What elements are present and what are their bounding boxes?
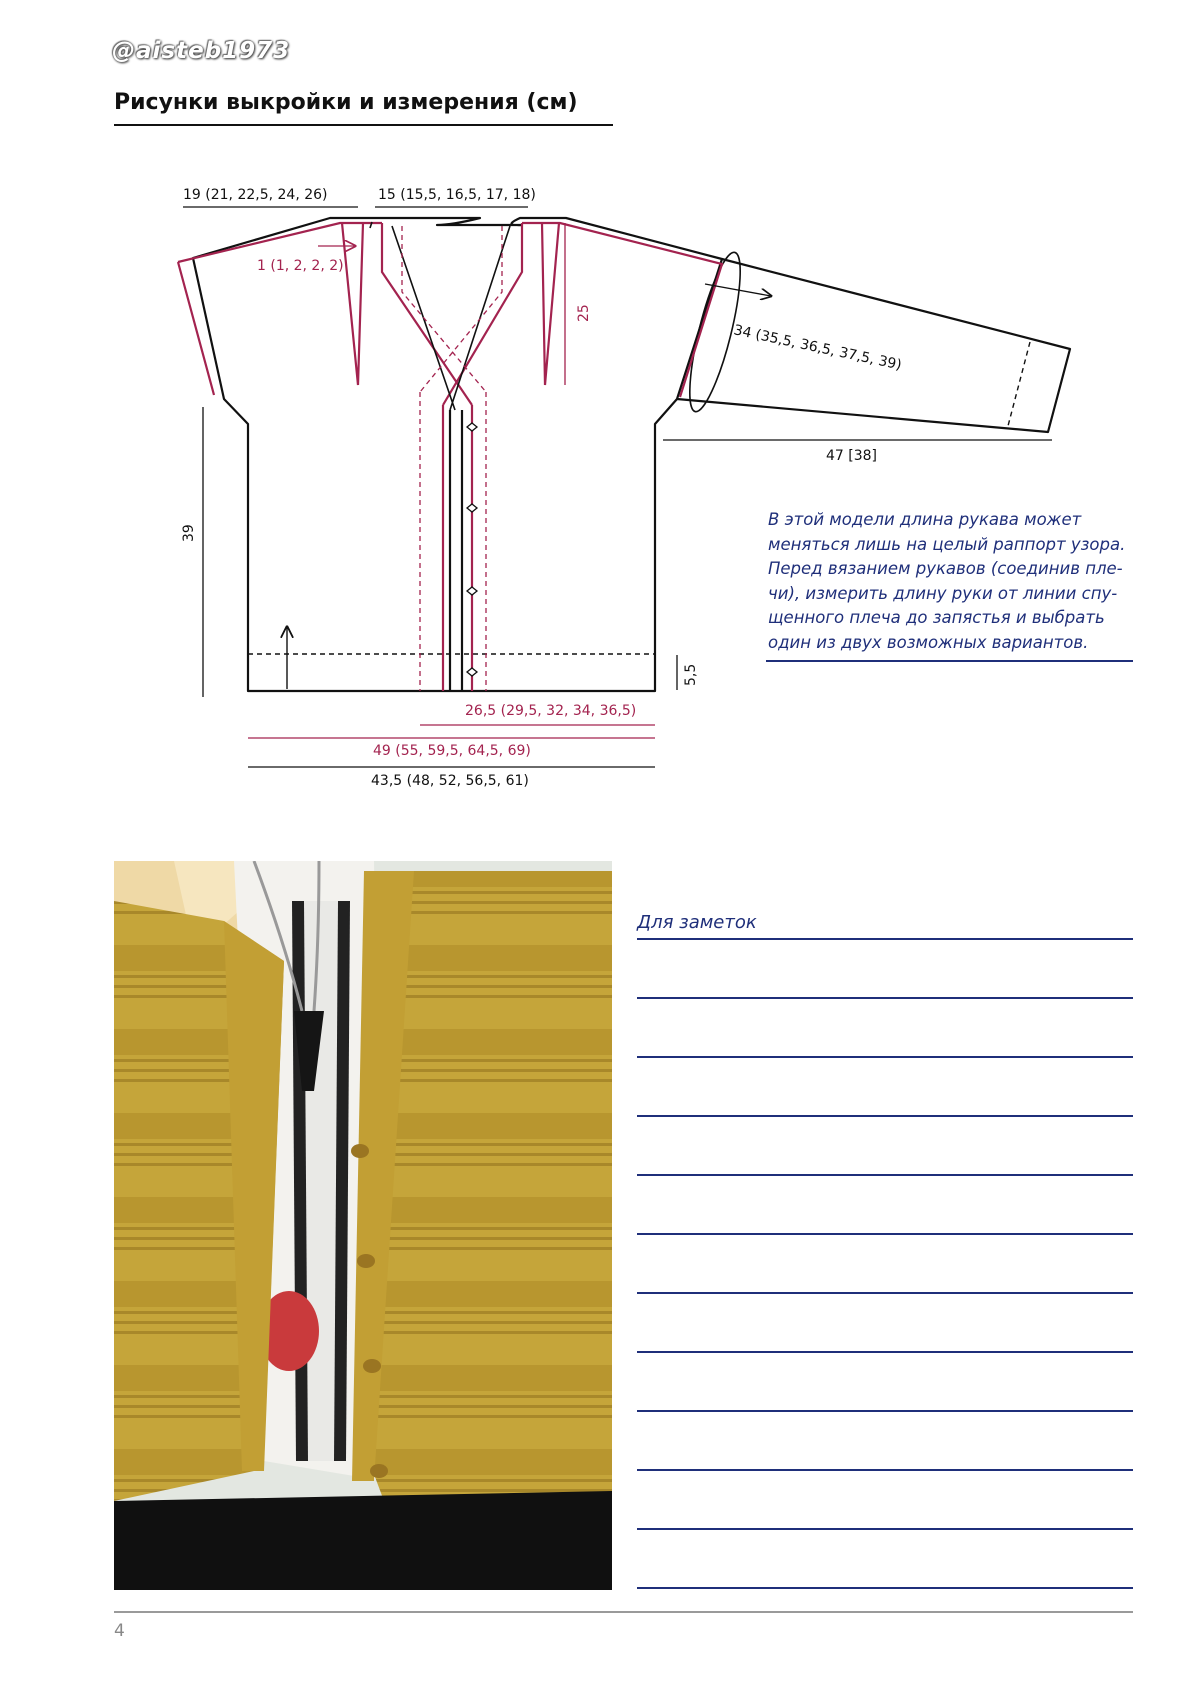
label-back-width-lower: 43,5 (48, 52, 56,5, 61): [371, 773, 529, 789]
note-line: меняться лишь на целый раппорт узора.: [768, 534, 1126, 554]
notes-line[interactable]: [637, 1115, 1133, 1117]
label-body-length: 39: [181, 524, 197, 542]
button-marker: [370, 1464, 388, 1478]
button-marker: [467, 423, 477, 431]
notes-line[interactable]: [637, 1528, 1133, 1530]
label-sleeve-length: 47 [38]: [826, 448, 878, 464]
sleeve-outline: [677, 259, 1070, 432]
dart-left: [342, 223, 363, 385]
notes-line[interactable]: [637, 1233, 1133, 1235]
notes-line[interactable]: [637, 1410, 1133, 1412]
label-front-width: 26,5 (29,5, 32, 34, 36,5): [465, 703, 637, 719]
notes-line[interactable]: [637, 997, 1133, 999]
footer-rule: [114, 1611, 1133, 1613]
label-armhole: 34 (35,5, 36,5, 37,5, 39): [732, 322, 903, 374]
notes-line[interactable]: [637, 1174, 1133, 1176]
note-line: чи), измерить длину руки от линии спу-: [768, 583, 1118, 603]
watermark: @aisteb1973: [112, 38, 291, 64]
notes-line[interactable]: [637, 1587, 1133, 1589]
note-line: один из двух возможных вариантов.: [768, 632, 1089, 652]
sleeve-cuff-dashed: [1008, 342, 1030, 426]
cardigan-photo: [114, 861, 612, 1590]
button-marker: [363, 1359, 381, 1373]
button-marker: [351, 1144, 369, 1158]
notes-line[interactable]: [637, 1292, 1133, 1294]
neck-black-v: [370, 222, 510, 410]
page-number: 4: [114, 1621, 125, 1641]
notes-line[interactable]: [637, 1056, 1133, 1058]
notes-title: Для заметок: [637, 912, 757, 933]
sleeve-length-note: [768, 508, 1148, 655]
dart-right: [542, 223, 559, 385]
label-back-width-upper: 49 (55, 59,5, 64,5, 69): [373, 743, 531, 759]
notes-line[interactable]: [637, 938, 1133, 940]
button-marker: [467, 587, 477, 595]
note-line: щенного плеча до запястья и выбрать: [768, 608, 1105, 627]
label-neck-depth: 25: [576, 304, 592, 322]
button-marker: [467, 504, 477, 512]
button-marker: [357, 1254, 375, 1268]
notes-line[interactable]: [637, 1351, 1133, 1353]
pattern-schematic: [0, 0, 1200, 800]
note-underline: [766, 660, 1133, 662]
body-outline: [193, 218, 722, 691]
note-line: Перед вязанием рукавов (соединив пле-: [768, 559, 1123, 578]
notes-line[interactable]: [637, 1469, 1133, 1471]
label-neck-width: 15 (15,5, 16,5, 17, 18): [378, 187, 536, 203]
label-shoulder-slope: 1 (1, 2, 2, 2): [257, 258, 344, 274]
page-title: Рисунки выкройки и измерения (см): [114, 90, 578, 115]
note-line: В этой модели длина рукава может: [768, 510, 1082, 529]
label-shoulder-width: 19 (21, 22,5, 24, 26): [183, 187, 328, 203]
button-marker: [467, 668, 477, 676]
label-hem-depth: 5,5: [683, 663, 699, 686]
